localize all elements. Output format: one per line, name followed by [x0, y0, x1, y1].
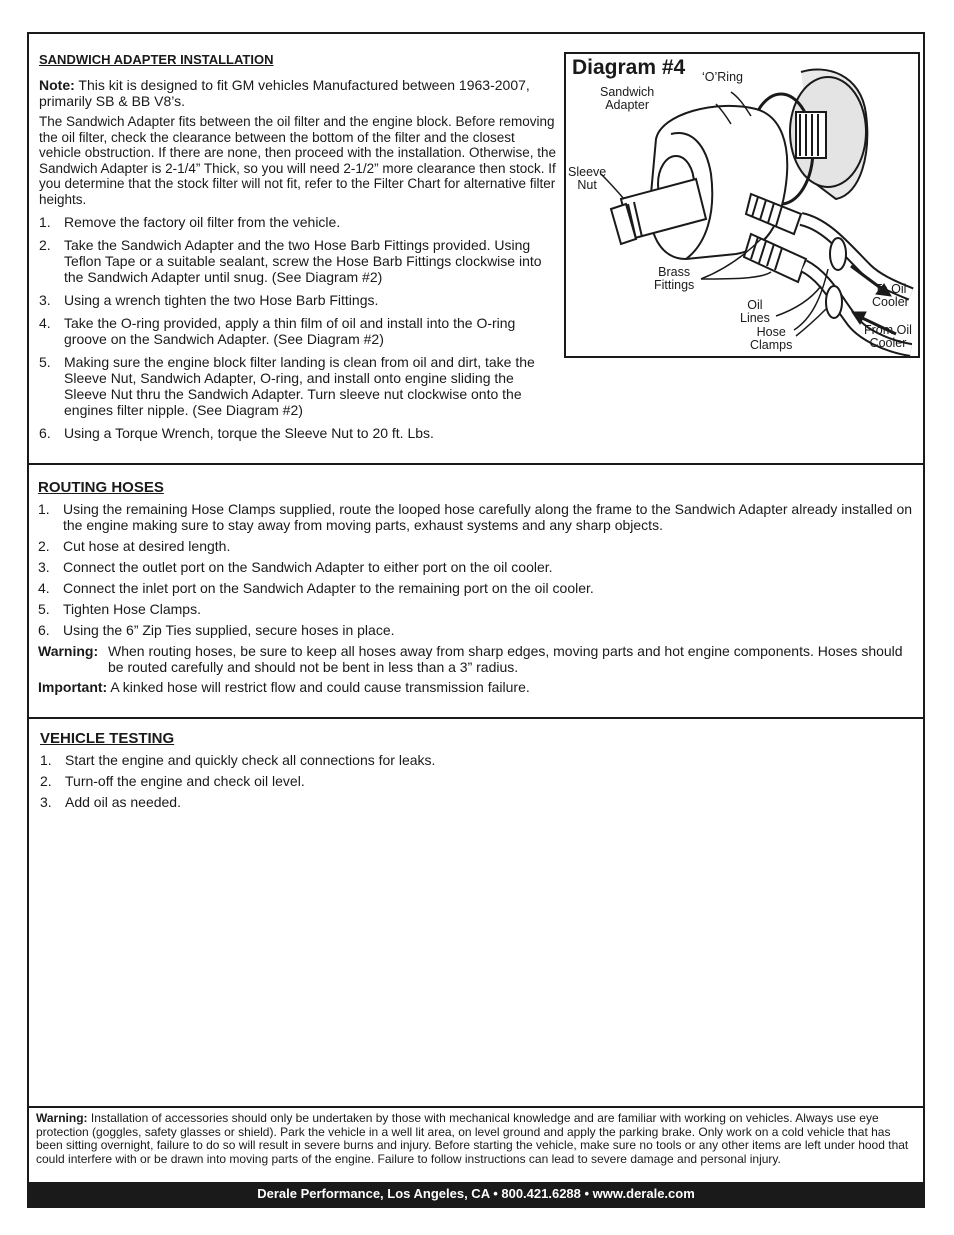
- installation-steps: [39, 214, 559, 441]
- label-hose-clamps: Hose Clamps: [750, 325, 793, 352]
- list-item: 5. Making sure the engine block filter landing is clean from oil and dirt, take the Sleeve Nut, Sandwich Adapter, O-ring, and install onto engine sliding the Sleeve Nut thru the Sandwich Adapter. Turn sleeve nut clockwise onto the engines filter nipple. (See Diagram #2): [39, 354, 535, 418]
- section-sandwich-adapter: [29, 34, 923, 465]
- sandwich-adapter-text: [39, 52, 559, 441]
- label-oil-lines: Oil Lines: [740, 298, 770, 325]
- label-brass-fittings: Brass Fittings: [654, 265, 695, 292]
- list-item: 1. Remove the factory oil filter from the vehicle.: [39, 214, 341, 230]
- diagram-title: Diagram #4: [572, 56, 686, 79]
- general-warning-text: Installation of accessories should only be undertaken by those with mechanical knowledge and are familiar with working on vehicles. Always use eye protection (goggles, safety glasses or shield). Park the vehicle in a well lit area, on level ground and apply the parking brake. Only work on a cold vehicle that has been sitting overnight, failure to do so will result in severe burns and injury. Before starting the vehicle, make sure no tools or any other items are left under hood that could interfere with or be drawn into moving parts of the engine. Failure to follow instructions can lead to severe damage and personal injury.: [36, 1111, 909, 1166]
- list-item: 3. Using a wrench tighten the two Hose Barb Fittings.: [39, 292, 379, 308]
- list-item: 4. Connect the inlet port on the Sandwich Adapter to the remaining port on the oil cooler.: [38, 580, 594, 596]
- important-note: [38, 679, 913, 695]
- list-item: 3. Add oil as needed.: [40, 794, 181, 810]
- list-item: 2. Cut hose at desired length.: [38, 538, 231, 554]
- routing-hoses-heading: ROUTING HOSES: [38, 479, 164, 496]
- important-label: Important:: [38, 679, 108, 695]
- label-sleeve-nut: Sleeve Nut: [568, 165, 607, 192]
- label-oring: ‘O’Ring: [702, 70, 743, 84]
- routing-steps: [38, 501, 913, 638]
- routing-warning: [38, 643, 913, 675]
- label-sandwich-adapter: Sandwich Adapter: [600, 85, 655, 112]
- note-paragraph: [39, 77, 559, 109]
- label-from-oil-cooler: From Oil Cooler: [864, 323, 912, 350]
- list-item: 2. Take the Sandwich Adapter and the two Hose Barb Fittings provided. Using Teflon Tape or a suitable sealant, screw the Hose Barb Fittings clockwise into the Sandwich Adapter until snug. (See Diagram #2): [39, 237, 542, 285]
- intro-paragraph: The Sandwich Adapter fits between the oil filter and the engine block. Before removing the oil filter, check the clearance between the bottom of the filter and the closest vehicle obstruction. If there are none, then proceed with the installation. Otherwise, the Sandwich Adapter is 2-1/4” Thick, so you will need 2-1/2” more clearance then stock. If you determine that the stock filter will not fit, refer to the Filter Chart for alternative filter heights.: [39, 114, 557, 207]
- vehicle-testing-heading: VEHICLE TESTING: [40, 730, 175, 747]
- footer-contact: Derale Performance, Los Angeles, CA • 800.421.6288 • www.derale.com: [29, 1182, 923, 1206]
- list-item: 1. Using the remaining Hose Clamps supplied, route the looped hose carefully along the frame to the Sandwich Adapter already installed on the engine making sure to stay away from moving parts, exhaust systems and any sharp objects.: [38, 501, 913, 533]
- list-item: 2. Turn-off the engine and check oil level.: [40, 773, 305, 789]
- section-vehicle-testing: [29, 719, 923, 1108]
- section-general-warning: [29, 1108, 923, 1184]
- routing-warning-text: When routing hoses, be sure to keep all hoses away from sharp edges, moving parts and hot engine components. Hoses should be routed carefully and should not be bent in less than a 3” radius.: [108, 643, 903, 675]
- list-item: 3. Connect the outlet port on the Sandwich Adapter to either port on the oil cooler.: [38, 559, 553, 575]
- list-item: 1. Start the engine and quickly check all connections for leaks.: [40, 752, 436, 768]
- list-item: 4. Take the O-ring provided, apply a thin film of oil and install into the O-ring groove on the Sandwich Adapter. (See Diagram #2): [39, 315, 516, 347]
- vehicle-testing-text: [40, 730, 640, 810]
- routing-warning-label: Warning:: [38, 643, 99, 659]
- sandwich-adapter-heading: SANDWICH ADAPTER INSTALLATION: [39, 52, 274, 67]
- note-label: Note:: [39, 77, 75, 93]
- list-item: 6. Using a Torque Wrench, torque the Sleeve Nut to 20 ft. Lbs.: [39, 425, 434, 441]
- label-to-oil-cooler: To Oil Cooler: [872, 282, 909, 309]
- document-frame: [27, 32, 925, 1208]
- list-item: 5. Tighten Hose Clamps.: [38, 601, 201, 617]
- note-text: This kit is designed to fit GM vehicles Manufactured between 1963-2007, primarily SB & BB V8’s.: [39, 77, 530, 109]
- diagram-4: [564, 52, 920, 358]
- important-text: A kinked hose will restrict flow and could cause transmission failure.: [107, 679, 530, 695]
- general-warning: [36, 1112, 920, 1166]
- list-item: 6. Using the 6” Zip Ties supplied, secure hoses in place.: [38, 622, 395, 638]
- general-warning-label: Warning:: [36, 1111, 88, 1125]
- section-routing-hoses: [29, 465, 923, 719]
- testing-steps: [40, 752, 640, 810]
- routing-hoses-text: [38, 479, 913, 695]
